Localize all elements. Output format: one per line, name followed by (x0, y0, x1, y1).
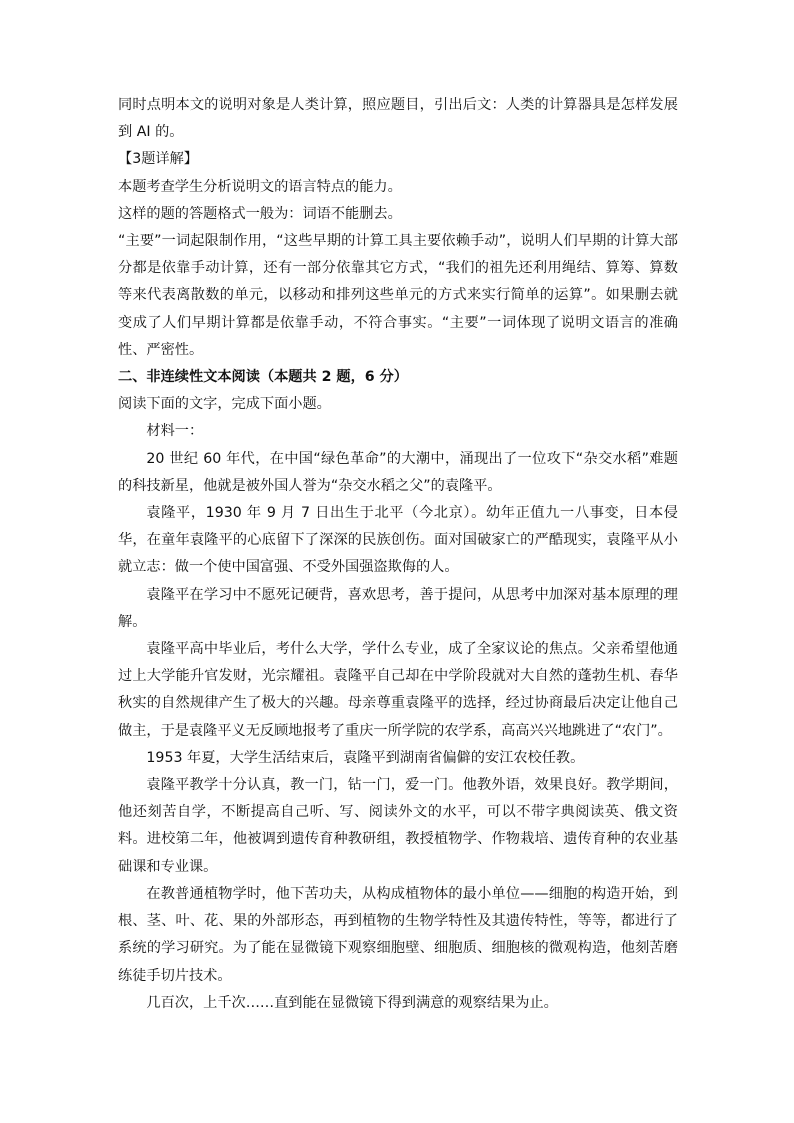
document-page (118, 92, 678, 1017)
material-paragraph: 在教普通植物学时，他下苦功夫，从构成植物体的最小单位——细胞的构造开始，到根、茎、叶、花、果的外部形态，再到植物的生物学特性及其遗传特性，等等，都进行了系统的学习研究。为了能在显微镜下观察细胞壁、细胞质、细胞核的微观构造，他刻苦磨练徒手切片技术。 (118, 885, 678, 984)
paragraph-analysis: “主要”一词起限制作用，“这些早期的计算工具主要依赖手动”，说明人们早期的计算大部分都是依靠手动计算，还有一部分依靠其它方式，“我们的祖先还利用绳结、算筹、算数等来代表离散数的单元，以移动和排列这些单元的方式来实行简单的运算”。如果删去就变成了人们早期计算都是依靠手动，不符合事实。“主要”一词体现了说明文语言的准确性、严密性。 (118, 233, 678, 358)
question-3-heading: 【3题详解】 (118, 151, 198, 168)
paragraph-purpose: 本题考查学生分析说明文的语言特点的能力。 (118, 178, 402, 195)
material-paragraph: 袁隆平高中毕业后，考什么大学，学什么专业，成了全家议论的焦点。父亲希望他通过上大学能升官发财，光宗耀祖。袁隆平自己却在中学阶段就对大自然的蓬勃生机、春华秋实的自然规律产生了极大的兴趣。母亲尊重袁隆平的选择，经过协商最后决定让他自己做主，于是袁隆平义无反顾地报考了重庆一所学院的农学系，高高兴兴地跳进了“农门”。 (118, 641, 678, 739)
section-heading: 二、非连续性文本阅读（本题共 2 题，6 分） (118, 369, 408, 386)
paragraph-answer-format: 这样的题的答题格式一般为：词语不能删去。 (118, 205, 402, 222)
paragraph-intro: 同时点明本文的说明对象是人类计算，照应题目，引出后文：人类的计算器具是怎样发展到 AI 的。 (118, 97, 678, 141)
material-paragraph: 20 世纪 60 年代，在中国“绿色革命”的大潮中，涌现出了一位攻下“杂交水稻”难题的科技新星，他就是被外国人誉为“杂交水稻之父”的袁隆平。 (118, 450, 678, 494)
material-paragraph: 袁隆平，1930 年 9 月 7 日出生于北平（今北京）。幼年正值九一八事变，日本侵华，在童年袁隆平的心底留下了深深的民族创伤。面对国破家亡的严酷现实，袁隆平从小就立志：做一个使中国富强、不受外国强盗欺侮的人。 (118, 505, 678, 576)
material-label: 材料一： (146, 423, 204, 440)
material-paragraph: 1953 年夏，大学生活结束后，袁隆平到湖南省偏僻的安江农校任教。 (146, 749, 585, 766)
material-paragraph: 袁隆平在学习中不愿死记硬背，喜欢思考，善于提问，从思考中加深对基本原理的理解。 (118, 586, 678, 630)
material-paragraph: 袁隆平教学十分认真，教一门，钻一门，爱一门。他教外语，效果良好。教学期间，他还刻苦自学，不断提高自己听、写、阅读外文的水平，可以不带字典阅读英、俄文资料。进校第二年，他被调到遗传育种教研组，教授植物学、作物栽培、遗传育种的农业基础课和专业课。 (118, 777, 678, 875)
paragraph-instruction: 阅读下面的文字，完成下面小题。 (118, 396, 331, 413)
material-paragraph: 几百次，上千次……直到能在显微镜下得到满意的观察结果为止。 (146, 994, 558, 1011)
